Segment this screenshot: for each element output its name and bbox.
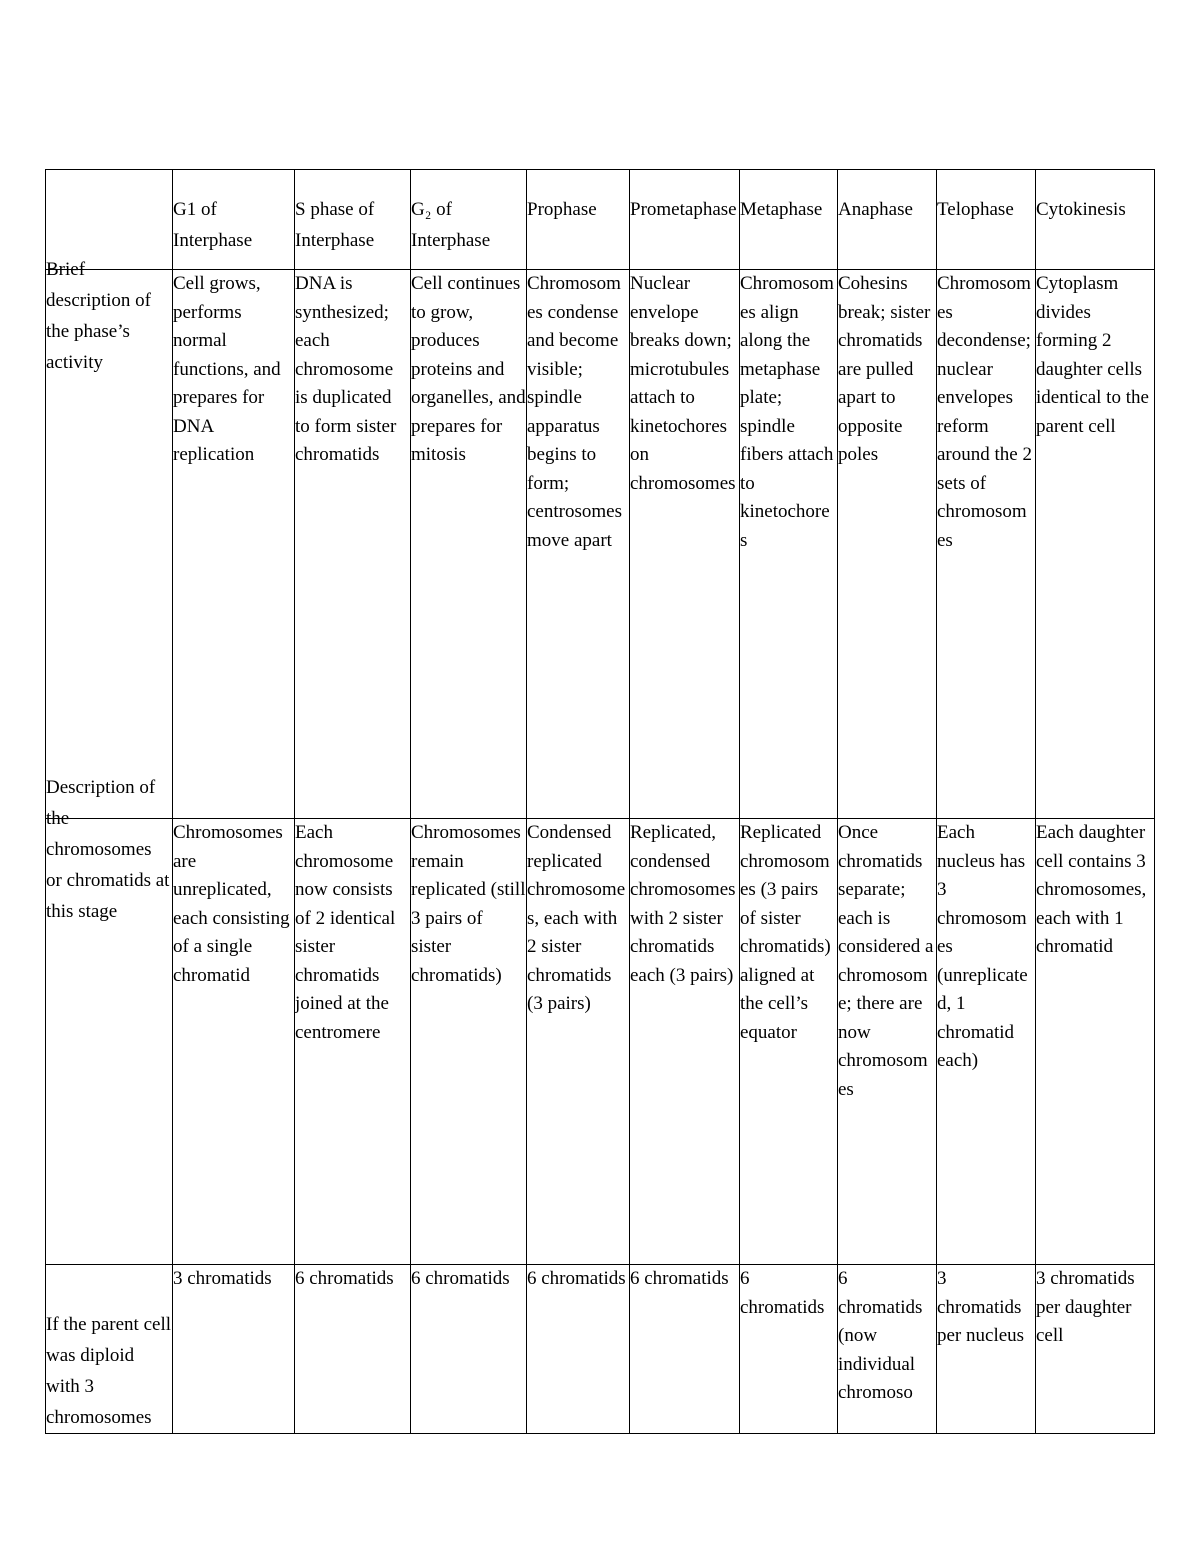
- header-s-phase: S phase of Interphase: [295, 170, 411, 270]
- header-g2: G₂ of Interphase: [411, 170, 527, 270]
- table-row: [46, 819, 1155, 1265]
- row-label-diploid: [46, 1265, 173, 1434]
- table-cell: 3 chromatids per nucleus: [937, 1265, 1036, 1434]
- header-anaphase: Anaphase: [838, 170, 937, 270]
- table-cell: 6 chromatids (now individual chromoso: [838, 1265, 937, 1434]
- header-prophase: Prophase: [527, 170, 630, 270]
- header-telophase: Telophase: [937, 170, 1036, 270]
- header-metaphase: Metaphase: [740, 170, 838, 270]
- table-cell: Chromosomes decondense; nuclear envelopes reform around the 2 sets of chromosomes: [937, 270, 1036, 819]
- table-cell: DNA is synthesized; each chromosome is duplicated to form sister chromatids: [295, 270, 411, 819]
- row-label-activity: [46, 259, 173, 819]
- row-label-text: Brief description of the phase’s activity: [46, 259, 152, 373]
- table-cell: Cell continues to grow, produces proteins and organelles, and prepares for mitosis: [411, 270, 527, 819]
- table-cell: Chromosomes align along the metaphase plate; spindle fibers attach to kinetochores: [740, 270, 838, 819]
- table-cell: Cohesins break; sister chromatids are pulled apart to opposite poles: [838, 270, 937, 819]
- row-label-chromosomes: [46, 776, 173, 1265]
- table-cell: Chromosomes condense and become visible; spindle apparatus begins to form; centrosomes move apart: [527, 270, 630, 819]
- table-cell: Each nucleus has 3 chromosomes (unreplicated, 1 chromatid each): [937, 819, 1036, 1265]
- table-cell: Once chromatids separate; each is considered a chromosome; there are now chromosomes: [838, 819, 937, 1265]
- table-cell: 6 chromatids: [295, 1265, 411, 1434]
- header-row: [46, 170, 1155, 270]
- cell-cycle-table: [45, 169, 1155, 1434]
- table-cell: 3 chromatids per daughter cell: [1036, 1265, 1155, 1434]
- table-cell: Chromosomes remain replicated (still 3 pairs of sister chromatids): [411, 819, 527, 1265]
- table-cell: Condensed replicated chromosomes, each with 2 sister chromatids (3 pairs): [527, 819, 630, 1265]
- row-label-text: If the parent cell was diploid with 3 chromosomes: [46, 1314, 172, 1428]
- table-cell: Cell grows, performs normal functions, and prepares for DNA replication: [173, 270, 295, 819]
- table-cell: Cytoplasm divides forming 2 daughter cells identical to the parent cell: [1036, 270, 1155, 819]
- header-prometaphase: Prometaphase: [630, 170, 740, 270]
- table-cell: 3 chromatids: [173, 1265, 295, 1434]
- table-cell: Nuclear envelope breaks down; microtubules attach to kinetochores on chromosomes: [630, 270, 740, 819]
- table-cell: 6 chromatids: [411, 1265, 527, 1434]
- table-row: [46, 1265, 1155, 1434]
- table-cell: Chromosomes are unreplicated, each consisting of a single chromatid: [173, 819, 295, 1265]
- table-cell: 6 chromatids: [740, 1265, 838, 1434]
- header-cytokinesis: Cytokinesis: [1036, 170, 1155, 270]
- row-label-text: Description of the chromosomes or chromatids at this stage: [46, 776, 170, 922]
- table-cell: Each daughter cell contains 3 chromosomes, each with 1 chromatid: [1036, 819, 1155, 1265]
- table-cell: 6 chromatids: [630, 1265, 740, 1434]
- table-cell: Replicated, condensed chromosomes with 2 sister chromatids each (3 pairs): [630, 819, 740, 1265]
- table-cell: 6 chromatids: [527, 1265, 630, 1434]
- table-cell: Replicated chromosomes (3 pairs of sister chromatids) aligned at the cell’s equator: [740, 819, 838, 1265]
- header-g1: G1 of Interphase: [173, 170, 295, 270]
- table-row: [46, 270, 1155, 819]
- table-cell: Each chromosome now consists of 2 identical sister chromatids joined at the centromere: [295, 819, 411, 1265]
